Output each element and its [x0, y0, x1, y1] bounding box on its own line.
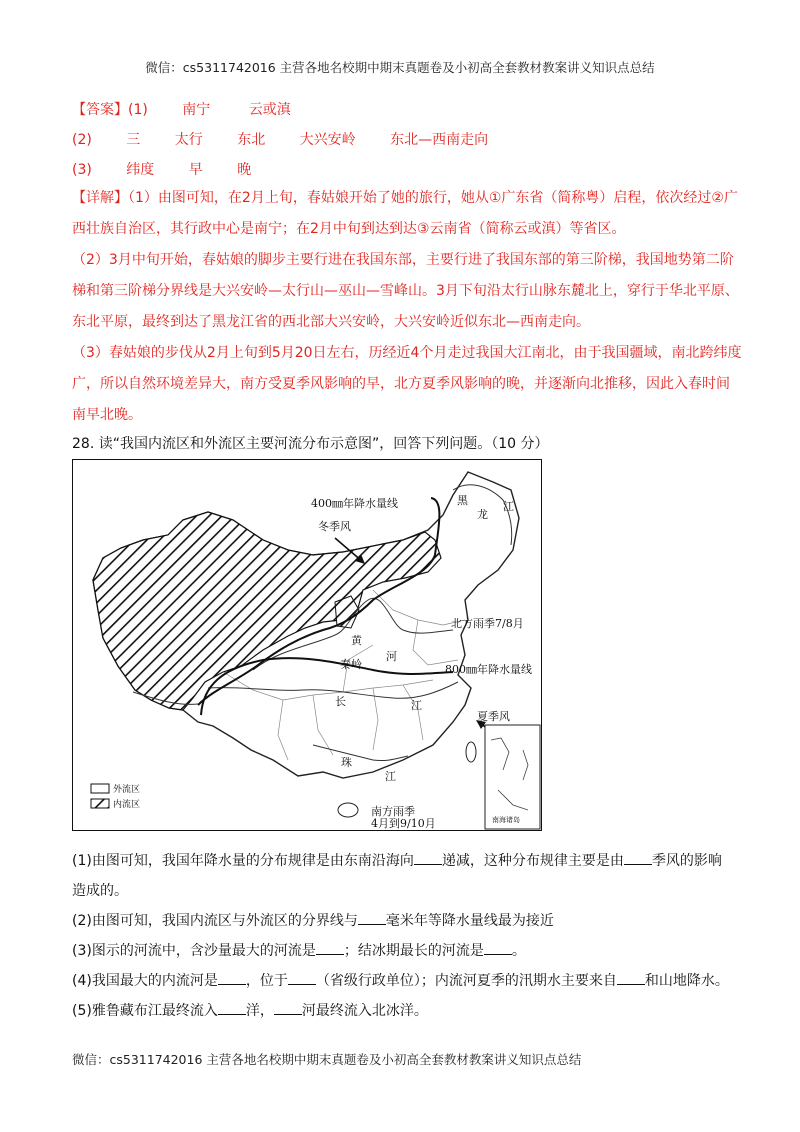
question-3 — [72, 940, 752, 960]
q4-blank-1[interactable] — [218, 972, 246, 985]
label-800mm-line: 800㎜年降水量线 — [445, 663, 532, 676]
q1-text-b: 递减，这种分布规律主要是由 — [441, 853, 624, 869]
q4-text-b: ，位于 — [245, 973, 288, 989]
page-footer: 微信：cs5311742016 主营各地名校期中期末真题卷及小初高全套教材教案讲义知识点总结 — [72, 1052, 582, 1067]
q2-blank-1[interactable] — [358, 912, 386, 925]
page-header: 微信：cs5311742016 主营各地名校期中期末真题卷及小初高全套教材教案讲义知识点总结 — [145, 60, 655, 75]
answer-item: 纬度 — [126, 162, 155, 178]
label-jiang-pearl: 江 — [385, 770, 396, 783]
q5-text-c: 河最终流入北冰洋。 — [301, 1003, 428, 1019]
label-jiang-north: 江 — [503, 500, 514, 513]
label-south-rainy-season: 南方雨季 — [371, 805, 415, 818]
south-china-sea-inset — [485, 725, 540, 829]
q1-blank-1[interactable] — [414, 852, 442, 865]
label-he: 河 — [386, 650, 397, 663]
q5-text-a: (5)雅鲁藏布江最终流入 — [72, 1003, 218, 1019]
q4-blank-2[interactable] — [288, 972, 316, 985]
answer-item: 东北 — [237, 132, 266, 148]
q5-blank-1[interactable] — [218, 1002, 246, 1015]
detail-label: 【详解】 — [72, 190, 128, 206]
answer-item: 南宁 — [182, 102, 211, 118]
answer-item: 东北—西南走向 — [390, 132, 489, 148]
legend-exterior-swatch — [91, 784, 109, 793]
map-drawing — [73, 460, 543, 832]
river-distribution-map — [72, 459, 542, 831]
label-huang: 黄 — [351, 634, 362, 647]
q3-blank-1[interactable] — [316, 942, 344, 955]
q4-text-a: (4)我国最大的内流河是 — [72, 973, 218, 989]
detail-text: （1）由图可知，在2月上旬，春姑娘开始了她的旅行，她从①广东省（简称粤）启程，依次经过②广西壮族自治区，其行政中心是南宁；在2月中旬到达到达③云南省（简称云或滇）等省区。 — [72, 190, 738, 237]
label-long: 龙 — [477, 508, 488, 521]
q5-blank-2[interactable] — [274, 1002, 302, 1015]
label-hei: 黑 — [457, 494, 468, 507]
answer-item: 云或滇 — [248, 102, 291, 118]
label-south-rainy-months: 4月到9/10月 — [371, 817, 436, 830]
q3-text-a: (3)图示的河流中，含沙量最大的河流是 — [72, 943, 316, 959]
detail-paragraph-1 — [72, 183, 742, 245]
answer-num: (3) — [72, 162, 92, 178]
label-qinling: 秦岭 — [340, 658, 362, 671]
q3-text-c: 。 — [511, 943, 526, 959]
label-chang: 长 — [335, 695, 346, 708]
answer-num: (2) — [72, 132, 92, 148]
label-winter-monsoon: 冬季风 — [318, 520, 351, 533]
answer-item: 三 — [126, 132, 141, 148]
q4-blank-3[interactable] — [617, 972, 645, 985]
q2-text-b: 毫米年等降水量线最为接近 — [385, 913, 554, 929]
answer-label: 【答案】 — [72, 102, 128, 118]
q4-text-d: 和山地降水。 — [644, 973, 729, 989]
detail-paragraph-2: （2）3月中旬开始，春姑娘的脚步主要行进在我国东部，主要行进了我国东部的第三阶梯，我国地势第二阶梯和第三阶梯分界线是大兴安岭—太行山—巫山—雪峰山。3月下旬沿太行山脉东麓北上，穿行于华北平原、东北平原，最终到达了黑龙江省的西北部大兴安岭，大兴安岭近似东北—西南走向。 — [72, 252, 739, 330]
label-400mm-line: 400㎜年降水量线 — [311, 497, 398, 510]
detail-paragraph-3: （3）春姑娘的步伐从2月上旬到5月20日左右，历经近4个月走过我国大江南北，由于我国疆域，南北跨纬度广，所以自然环境差异大，南方受夏季风影响的早，北方夏季风影响的晚，并逐渐向北推移，因此入春时间南早北晚。 — [72, 345, 742, 423]
q3-text-b: ；结冰期最长的河流是 — [343, 943, 484, 959]
label-jiang-yangtze: 江 — [411, 699, 422, 712]
question-2 — [72, 910, 752, 930]
label-summer-monsoon: 夏季风 — [477, 710, 510, 723]
hainan-island — [338, 803, 358, 817]
label-zhu: 珠 — [341, 756, 352, 769]
question-stem: 28. 读“我国内流区和外流区主要河流分布示意图”，回答下列问题。（10 分） — [72, 436, 549, 452]
question-5 — [72, 1000, 752, 1020]
q3-blank-2[interactable] — [484, 942, 512, 955]
answer-item: 太行 — [174, 132, 203, 148]
q2-text-a: (2)由图可知，我国内流区与外流区的分界线与 — [72, 913, 358, 929]
taiwan-island — [466, 742, 476, 762]
answer-item: 晚 — [237, 162, 252, 178]
q4-text-c: （省级行政单位）；内流河夏季的汛期水主要来自 — [315, 973, 617, 989]
q1-text-a: (1)由图可知，我国年降水量的分布规律是由东南沿海向 — [72, 853, 414, 869]
question-1-line-1 — [72, 850, 752, 870]
q1-blank-2[interactable] — [624, 852, 652, 865]
label-inset: 南海诸岛 — [492, 816, 520, 824]
q5-text-b: 洋， — [245, 1003, 274, 1019]
q1-text-c: 季风的影响 — [651, 853, 722, 869]
answer-row-1 — [72, 99, 291, 119]
answer-num: (1) — [128, 102, 148, 118]
answer-item: 大兴安岭 — [299, 132, 356, 148]
question-4 — [72, 970, 752, 990]
answer-item: 早 — [188, 162, 203, 178]
answer-row-2 — [72, 129, 488, 149]
label-north-rainy-season: 北方雨季7/8月 — [451, 617, 524, 630]
legend-interior-label: 内流区 — [113, 800, 141, 810]
legend-exterior-label: 外流区 — [113, 785, 141, 795]
answer-row-3 — [72, 159, 251, 179]
legend-interior-swatch — [91, 799, 109, 808]
question-1-line-2: 造成的。 — [72, 883, 128, 899]
